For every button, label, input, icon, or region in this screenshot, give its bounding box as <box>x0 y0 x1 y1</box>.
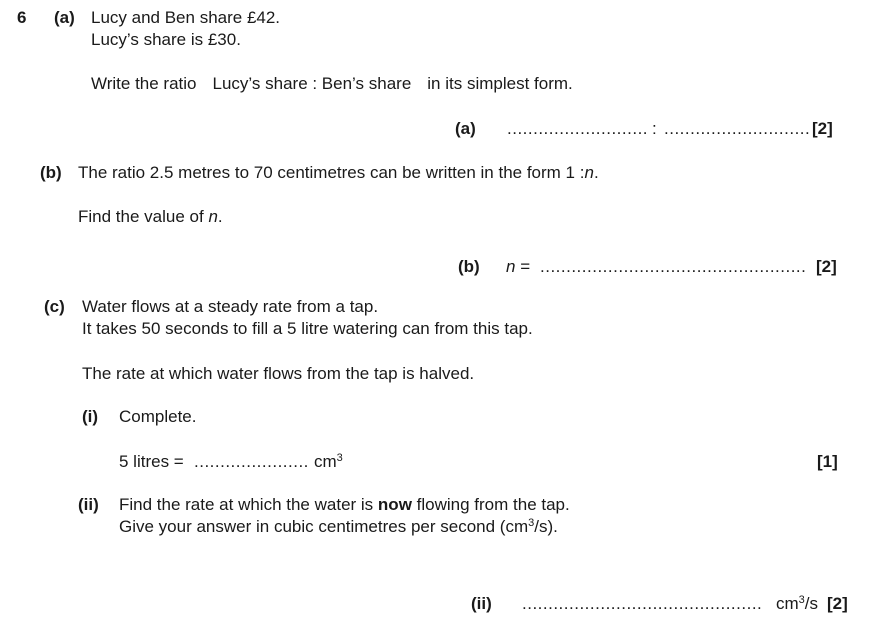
part-b-answer-label: (b) <box>458 257 480 276</box>
sub-ii-line2-exp: 3 <box>528 517 535 529</box>
part-b-answer-var <box>506 257 530 277</box>
sub-i-answer-prefix: 5 litres = <box>119 452 184 471</box>
part-b-answer-eq: = <box>520 257 531 276</box>
part-b-find-text: Find the value of <box>78 207 204 226</box>
part-a-answer-right[interactable]: ............................ <box>664 119 811 138</box>
part-b-marks: [2] <box>816 257 837 276</box>
sub-ii-answer-dots[interactable]: .............................................. <box>522 594 763 613</box>
sub-ii-label: (ii) <box>78 495 99 514</box>
sub-ii-text-bold: now <box>377 495 412 514</box>
part-b-answer-n: n <box>506 257 516 276</box>
part-c-line3: The rate at which water flows from the tap is halved. <box>82 364 475 383</box>
part-a-answer-label: (a) <box>455 119 476 138</box>
instruction-end: in its simplest form. <box>427 74 573 93</box>
sub-ii-line1 <box>119 495 570 515</box>
part-a-answer-colon: : <box>652 119 657 138</box>
part-b-text-end: . <box>593 163 599 182</box>
sub-ii-unit <box>776 594 818 614</box>
part-b-text <box>78 163 599 183</box>
sub-ii-unit-base: cm <box>776 594 799 613</box>
part-b-text-main: The ratio 2.5 metres to 70 centimetres can be written in the form 1 : <box>78 163 585 182</box>
part-a-instruction <box>91 74 573 94</box>
sub-ii-marks: [2] <box>827 594 848 613</box>
part-b-label: (b) <box>40 163 62 182</box>
part-b-find-var: n <box>208 207 218 226</box>
sub-i-unit <box>314 452 343 472</box>
part-b-answer-dots[interactable]: ................................................... <box>540 257 807 276</box>
sub-ii-line2-end: /s). <box>534 517 558 536</box>
sub-i-unit-exp: 3 <box>336 452 343 464</box>
part-c-line1: Water flows at a steady rate from a tap. <box>82 297 379 316</box>
ratio-expression: Lucy’s share : Ben’s share <box>212 74 412 93</box>
part-a-label: (a) <box>54 8 75 27</box>
part-c-line2: It takes 50 seconds to fill a 5 litre watering can from this tap. <box>82 319 533 338</box>
sub-ii-unit-exp: 3 <box>798 594 805 606</box>
sub-ii-unit-end: /s <box>804 594 819 613</box>
sub-ii-text-start: Find the rate at which the water is <box>119 495 374 514</box>
part-b-find <box>78 207 223 227</box>
part-b-var: n <box>584 163 594 182</box>
sub-i-unit-base: cm <box>314 452 337 471</box>
sub-i-marks: [1] <box>817 452 838 471</box>
sub-ii-text-end: flowing from the tap. <box>416 495 570 514</box>
part-a-line1: Lucy and Ben share £42. <box>91 8 281 27</box>
question-number: 6 <box>17 8 27 27</box>
part-a-line2: Lucy’s share is £30. <box>91 30 241 49</box>
sub-i-answer-dots[interactable]: ...................... <box>194 452 309 471</box>
part-c-label: (c) <box>44 297 65 316</box>
part-b-find-end: . <box>217 207 223 226</box>
part-a-marks: [2] <box>812 119 833 138</box>
instruction-start: Write the ratio <box>91 74 197 93</box>
sub-ii-answer-label: (ii) <box>471 594 492 613</box>
sub-i-label: (i) <box>82 407 99 426</box>
sub-ii-line2 <box>119 517 558 537</box>
sub-ii-line2-start: Give your answer in cubic centimetres per second (cm <box>119 517 529 536</box>
part-a-answer-left[interactable]: ........................... <box>507 119 649 138</box>
sub-i-text: Complete. <box>119 407 197 426</box>
